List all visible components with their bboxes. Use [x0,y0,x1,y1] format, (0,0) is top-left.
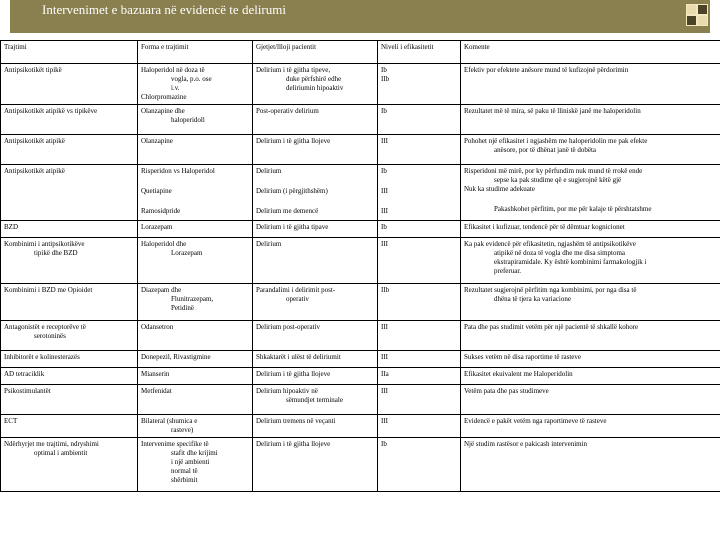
table-row [1,321,720,351]
form-cell [138,165,253,221]
cell-line: optimal i ambientit [34,449,88,457]
form-cell [138,238,253,284]
level-cell [378,321,461,351]
cell-line: Olanzapine [141,137,173,145]
cell-line: Delirium (i përgjithshëm) [256,187,328,195]
cell-line: Antipsikotikët atipikë vs tipikëve [4,107,98,115]
findings-cell [253,438,378,492]
level-cell [378,238,461,284]
column-header: Trajtimi [1,41,138,64]
level-cell [378,165,461,221]
evidence-table [0,40,720,492]
cell-line: Bilateral (shumica e [141,417,198,425]
treatment-cell [1,385,138,415]
cell-line: III [381,207,388,215]
cell-line: Ib [381,167,387,175]
findings-cell [253,351,378,368]
cell-line: rasteve) [171,426,194,434]
cell-line: i një ambienti [171,458,210,466]
cell-line: Antipsikotikët atipikë [4,167,65,175]
level-cell [378,64,461,105]
comment-cell [461,284,720,321]
treatment-cell [1,415,138,438]
findings-cell [253,221,378,238]
cell-line: stafit dhe krijimi [171,449,218,457]
cell-line: Diazepam dhe [141,286,182,294]
column-header: Komente [461,41,720,64]
table-row [1,284,720,321]
cell-line: Antipsikotikët atipikë [4,137,65,145]
level-cell [378,415,461,438]
level-cell [378,221,461,238]
cell-line: Olanzapine dhe [141,107,185,115]
cell-line: Efektiv por efektete anësore mund të kufizojnë përdorimin [464,66,629,74]
cell-line: Delirium [256,167,282,175]
cell-line: Delirium post-operativ [256,323,320,331]
cell-line: Intervenime specifike të [141,440,209,448]
treatment-cell [1,321,138,351]
form-cell [138,105,253,135]
cell-line: Haloperidol dhe [141,240,187,248]
cell-line: Ka pak evidencë për efikasitetin, ngjashëm të antipsikotikëve [464,240,636,248]
cell-line: duke përfshirë edhe [286,75,342,83]
form-cell [138,284,253,321]
treatment-cell [1,221,138,238]
form-cell [138,385,253,415]
treatment-cell [1,165,138,221]
cell-line: IIa [381,370,389,378]
cell-line: atipikë në doza të vogla dhe me disa simptoma [494,249,626,257]
comment-cell [461,321,720,351]
cell-line: Haloperidol në doza të [141,66,205,74]
findings-cell [253,135,378,165]
findings-cell [253,368,378,385]
cell-line: Psikostimulantët [4,387,51,395]
column-header: Forma e trajtimit [138,41,253,64]
form-cell [138,221,253,238]
cell-line: III [381,323,388,331]
cell-line: Antipsikotikët tipikë [4,66,62,74]
cell-line [464,194,717,205]
cell-line: Flunitrazepam, [171,295,214,303]
cell-line: Petidinë [171,304,194,312]
cell-line: Antagonistët e receptorëve të [4,323,86,331]
comment-cell [461,438,720,492]
table-row [1,415,720,438]
deco-square [697,15,708,26]
comment-cell [461,238,720,284]
cell-line: Quetiapine [141,187,172,195]
findings-cell [253,105,378,135]
treatment-cell [1,284,138,321]
comment-cell [461,64,720,105]
cell-line: serotoninës [34,332,66,340]
cell-line: Ndërhyrjet me trajtimi, ndryshimi [4,440,99,448]
table-header-row [1,41,720,64]
cell-line: shërbimit [171,476,198,484]
table-row [1,135,720,165]
cell-line: Vetëm pata dhe pas studimeve [464,387,549,395]
cell-line: Evidencë e pakët vetëm nga raportimeve të rasteve [464,417,607,425]
cell-line: III [381,187,388,195]
cell-line: III [381,353,388,361]
findings-cell [253,321,378,351]
cell-line [381,176,457,187]
level-cell [378,438,461,492]
findings-cell [253,165,378,221]
table-row [1,351,720,368]
cell-line: Metfenidat [141,387,172,395]
form-cell [138,351,253,368]
cell-line: Ib [381,440,387,448]
cell-line: Mianserin [141,370,170,378]
cell-line: IIb [381,286,390,294]
findings-cell [253,64,378,105]
comment-cell [461,385,720,415]
cell-line: Delirium i të gjitha llojeve [256,137,331,145]
cell-line: Efikasitet i kufizuar, tendencë për të dëmtuar kognicionet [464,223,625,231]
cell-line: Delirium i të gjitha llojeve [256,440,331,448]
cell-line: III [381,387,388,395]
cell-line: Ib [381,223,387,231]
form-cell [138,415,253,438]
cell-line [381,196,457,207]
comment-cell [461,135,720,165]
cell-line: III [381,240,388,248]
cell-line [256,176,374,187]
table-row [1,221,720,238]
level-cell [378,135,461,165]
form-cell [138,438,253,492]
comment-cell [461,165,720,221]
cell-line: Risperidoni më mirë, por ky përfundim nuk mund të rrokë ende [464,167,643,175]
cell-line: Ramosidpride [141,207,181,215]
form-cell [138,64,253,105]
comment-cell [461,105,720,135]
findings-cell [253,385,378,415]
cell-line: Post-operativ delirium [256,107,319,115]
cell-line [141,196,249,207]
cell-line: Odansetron [141,323,174,331]
cell-line: normal të [171,467,198,475]
cell-line: haloperidoll [171,116,205,124]
cell-line: ekstrapiramidale. Ky është kombinimi farmakologjik i [494,258,647,266]
cell-line: Parandalimi i delirimit post- [256,286,336,294]
cell-line: Kombinimi i BZD me Opioidet [4,286,93,294]
cell-line: Një studim rastësor e pakicash intervenimin [464,440,588,448]
cell-line: Delirium tremens në veçanti [256,417,336,425]
title-decoration [684,0,710,33]
cell-line: Delirium i të gjitha tipeve, [256,66,331,74]
slide-title: Intervenimet e bazuara në evidencë te delirumi [42,2,286,17]
treatment-cell [1,105,138,135]
level-cell [378,385,461,415]
form-cell [138,321,253,351]
table-row [1,385,720,415]
cell-line: Risperidon vs Haloperidol [141,167,215,175]
cell-line: III [381,137,388,145]
cell-line: Pohohet një efikasitet i ngjashëm me haloperidolin me pak efekte [464,137,648,145]
level-cell [378,284,461,321]
column-header: Niveli i efikasitetit [378,41,461,64]
cell-line: Sukses vetëm në disa raportime të rasteve [464,353,582,361]
deco-square [686,4,697,15]
form-cell [138,135,253,165]
cell-line: Lorazepam [171,249,203,257]
cell-line: Donepezil, Rivastigmine [141,353,211,361]
cell-line: deliriumin hipoaktiv [286,84,344,92]
cell-line: Delirium [256,240,282,248]
findings-cell [253,238,378,284]
level-cell [378,105,461,135]
cell-line: Rezultatet sugjerojnë përfitim nga kombinimi, por nga disa të [464,286,637,294]
cell-line: Chlorpromazine [141,93,187,101]
treatment-cell [1,238,138,284]
cell-line: dhëna të tjera ka variacione [494,295,571,303]
table-row [1,238,720,284]
cell-line: vogla, p.o. ose [171,75,212,83]
cell-line: Delirium me demencë [256,207,319,215]
title-bar [10,0,710,33]
cell-line: tipikë dhe BZD [34,249,78,257]
cell-line: IIb [381,75,390,83]
cell-line: BZD [4,223,18,231]
cell-line: i.v. [171,84,180,92]
cell-line: operativ [286,295,309,303]
level-cell [378,368,461,385]
cell-line: Pata dhe pas studimit vetëm për një pacientë të shkallë kohore [464,323,639,331]
deco-square [697,4,708,15]
table-row [1,438,720,492]
comment-cell [461,368,720,385]
cell-line: Delirium i të gjitha tipave [256,223,329,231]
treatment-cell [1,135,138,165]
cell-line: Ib [381,107,387,115]
cell-line: anësore, por të dhënat janë të dobëta [494,146,597,154]
findings-cell [253,284,378,321]
cell-line: Lorazepam [141,223,173,231]
cell-line: sëmundjet terminale [286,396,343,404]
cell-line [141,176,249,187]
cell-line: ECT [4,417,18,425]
treatment-cell [1,351,138,368]
cell-line: sepse ka pak studime që e sugjerojnë këtë gjë [494,176,622,184]
findings-cell [253,415,378,438]
table-row [1,105,720,135]
cell-line: Kombinimi i antipsikotikëve [4,240,85,248]
form-cell [138,368,253,385]
level-cell [378,351,461,368]
treatment-cell [1,64,138,105]
cell-line: Efikasitet ekuivalent me Haloperidolin [464,370,573,378]
deco-square [686,15,697,26]
cell-line: Delirium hipoaktiv në [256,387,318,395]
cell-line: AD tetraciklik [4,370,45,378]
cell-line: Delirium i të gjitha llojeve [256,370,331,378]
table-row [1,368,720,385]
treatment-cell [1,438,138,492]
cell-line: Pakashkohet përfitim, por me për kalaje të përshtatshme [494,205,652,213]
comment-cell [461,415,720,438]
cell-line: III [381,417,388,425]
cell-line: Inhibitorët e kolinesterazës [4,353,80,361]
cell-line: preferuar. [494,267,522,275]
cell-line: Nuk ka studime adekuate [464,185,535,193]
cell-line [256,196,374,207]
column-header: Gjetjet/llloji pacientit [253,41,378,64]
comment-cell [461,221,720,238]
cell-line: Rezultatet më të mira, së paku të lliniskë janë me haloperidolin [464,107,641,115]
cell-line: Ib [381,66,387,74]
comment-cell [461,351,720,368]
treatment-cell [1,368,138,385]
cell-line: Shkaktarët i ulëst të deliriumit [256,353,341,361]
table-row [1,64,720,105]
table-row [1,165,720,221]
